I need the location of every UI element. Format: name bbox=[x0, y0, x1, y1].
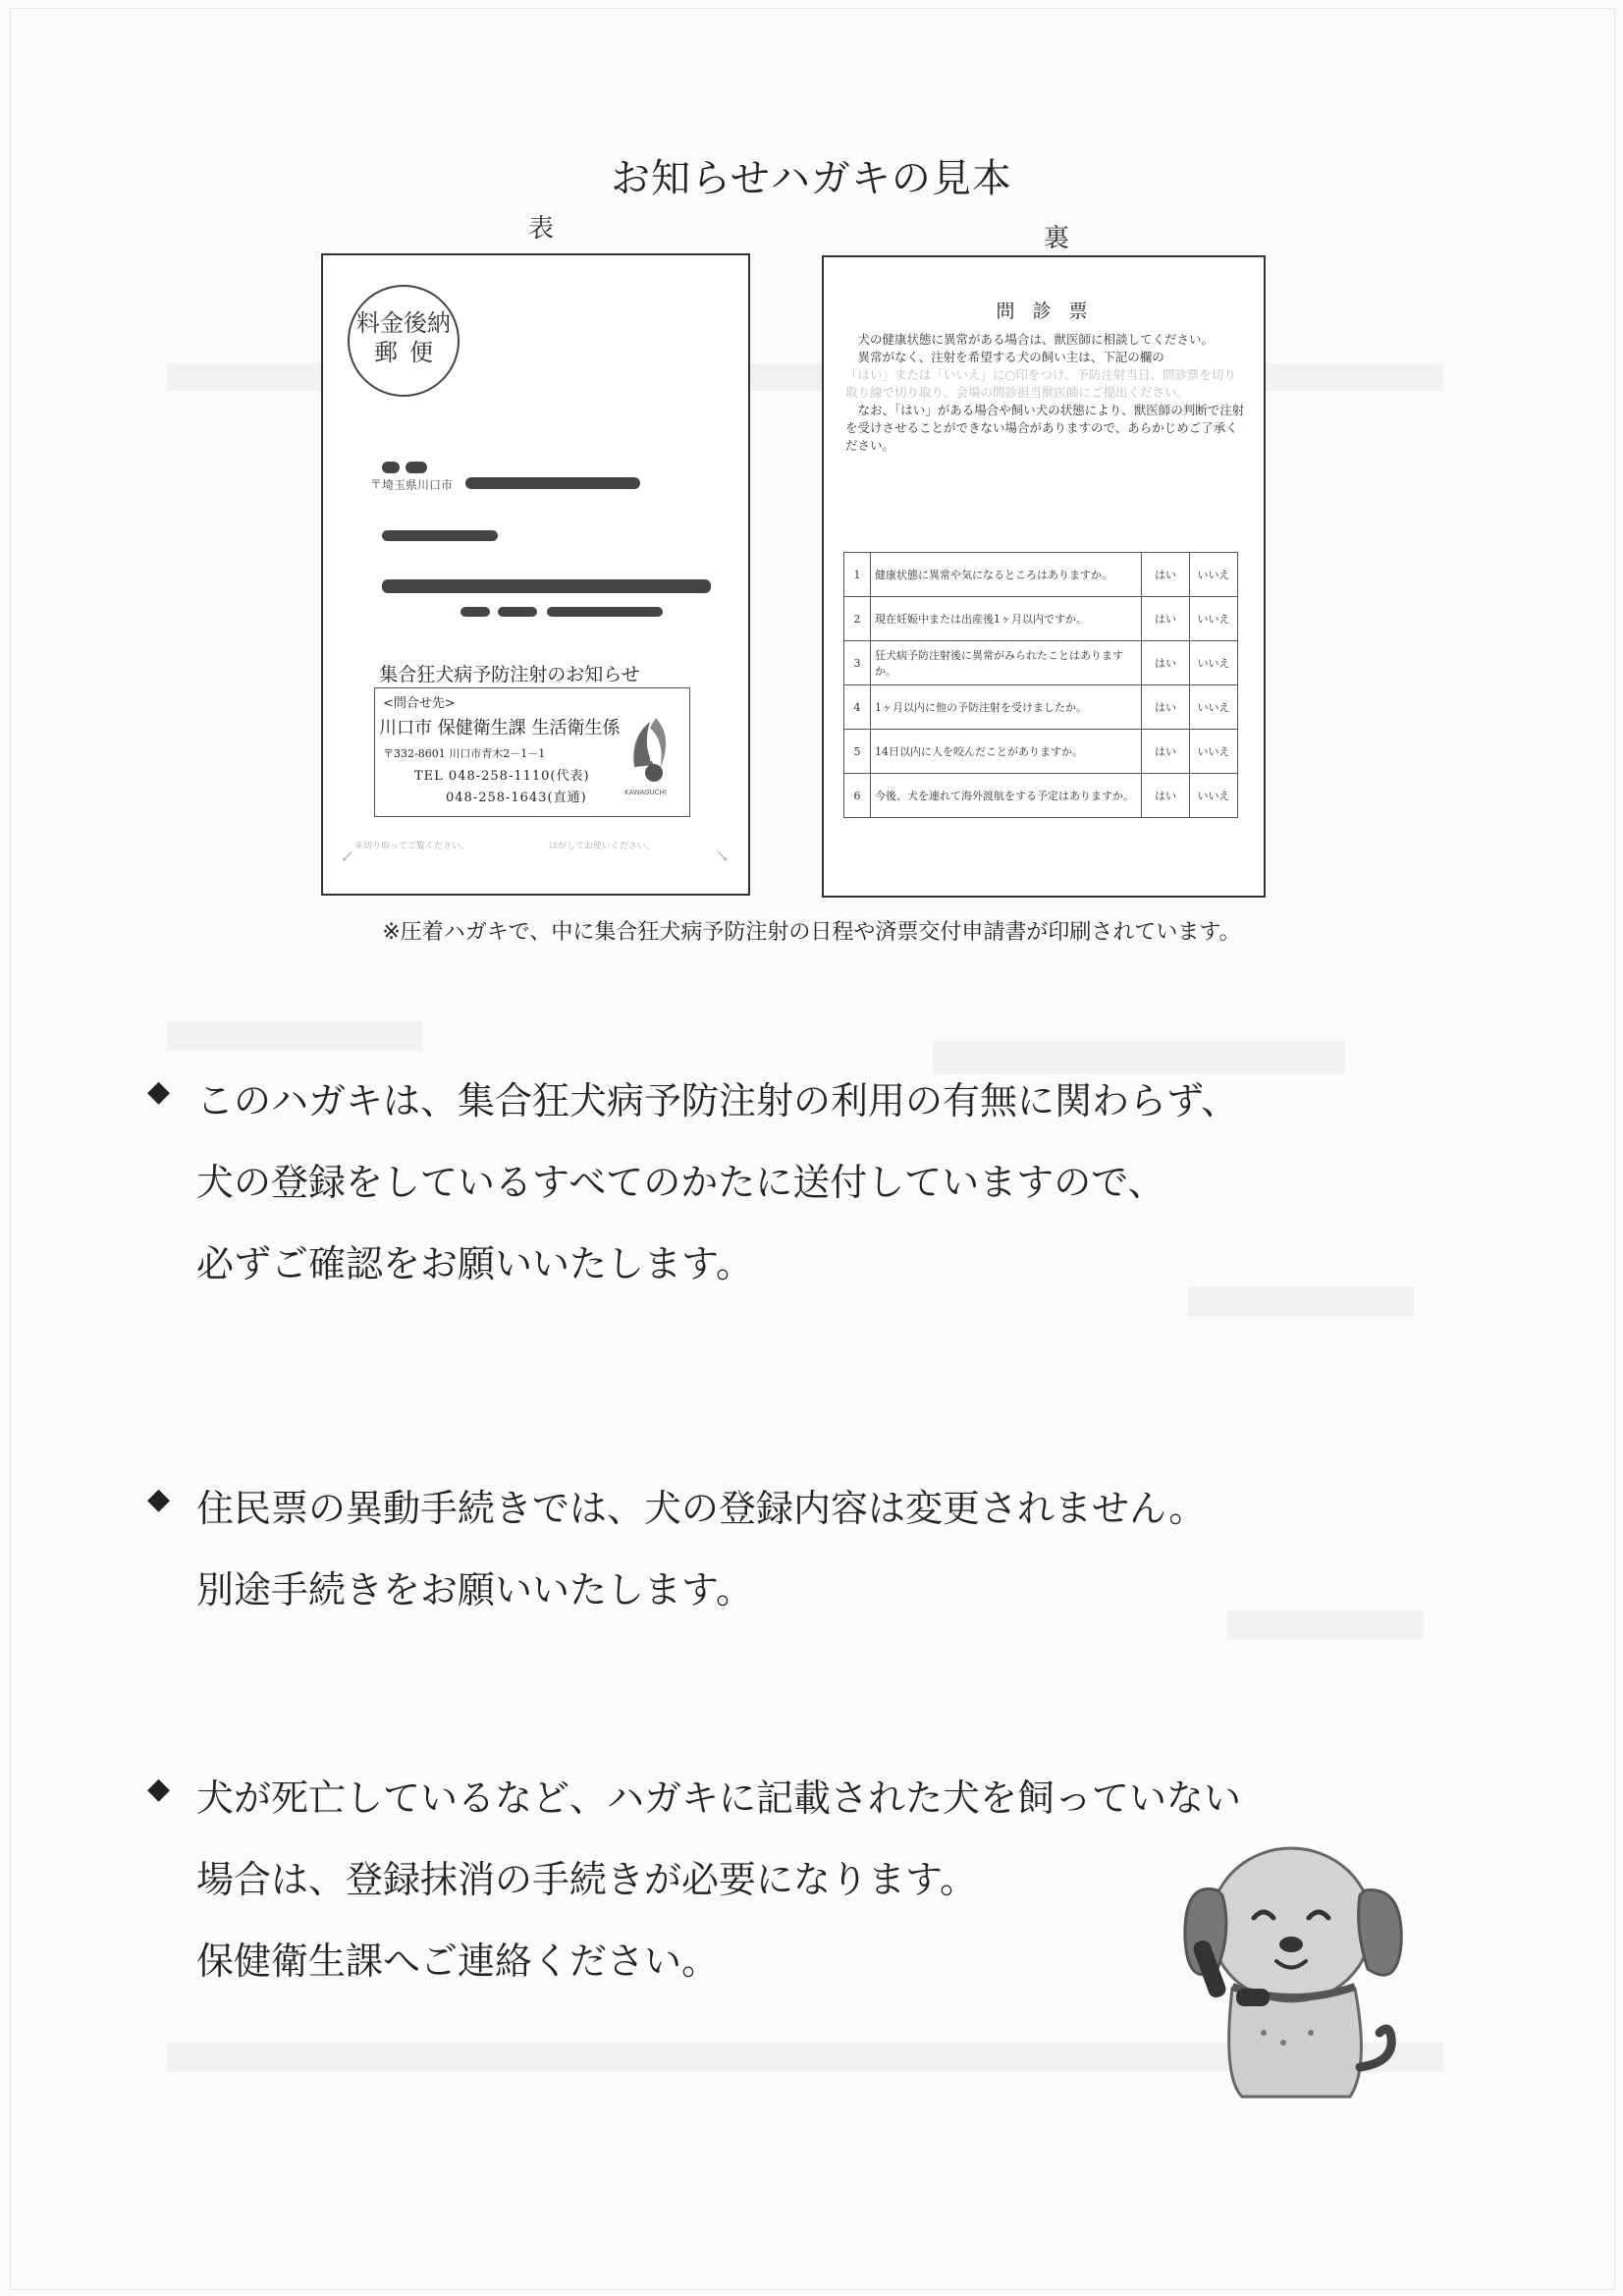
questionnaire-row bbox=[844, 597, 1238, 641]
contact-heading: <問合せ先> bbox=[383, 696, 456, 711]
question-text: 1ヶ月以内に他の予防注射を受けましたか。 bbox=[871, 685, 1142, 730]
answer-no[interactable]: いいえ bbox=[1190, 685, 1238, 730]
questionnaire-row bbox=[844, 641, 1238, 685]
questionnaire-row bbox=[844, 685, 1238, 730]
redacted-address bbox=[382, 579, 711, 593]
show-through-bar bbox=[167, 1021, 422, 1051]
answer-no[interactable]: いいえ bbox=[1190, 553, 1238, 597]
answer-no[interactable]: いいえ bbox=[1190, 641, 1238, 685]
bullet-text-line: 保健衛生課へご連絡ください。 bbox=[196, 1940, 720, 1983]
questionnaire-table bbox=[843, 552, 1238, 818]
bullet-text-line: 犬の登録をしているすべてのかたに送付していますので、 bbox=[196, 1161, 1165, 1204]
questionnaire-title: 問 診 票 bbox=[996, 301, 1094, 322]
footnote: ※圧着ハガキで、中に集合狂犬病予防注射の日程や済票交付申請書が印刷されています。 bbox=[382, 920, 1241, 945]
bullet-text-line: このハガキは、集合狂犬病予防注射の利用の有無に関わらず、 bbox=[196, 1079, 1238, 1122]
question-text: 狂犬病予防注射後に異常がみられたことはありますか。 bbox=[871, 641, 1142, 685]
stamp-line-1: 料金後納 bbox=[356, 309, 451, 337]
questionnaire-intro bbox=[845, 331, 1248, 455]
address-city: 埼玉県川口市 bbox=[382, 478, 454, 492]
faint-note-left: ※切り取ってご覧ください。 bbox=[354, 842, 470, 851]
bullet-diamond-icon: ◆ bbox=[147, 1074, 171, 1109]
questionnaire-row bbox=[844, 730, 1238, 774]
bullet-text-line: 必ずご確認をお願いいたします。 bbox=[196, 1242, 753, 1285]
intro-text-faint: 「はい」または「いいえ」に○印をつけ、予防注射当日、問診票を切り取り線で切り取り、会場の問診担当獣医師にご提出ください。 bbox=[845, 367, 1236, 400]
arrow-left-icon: ↙ bbox=[341, 847, 354, 865]
postcard-back bbox=[822, 255, 1266, 898]
question-text: 今後、犬を連れて海外渡航をする予定はありますか。 bbox=[871, 774, 1142, 818]
postcard-front bbox=[321, 253, 750, 896]
faint-note-right: はがしてお使いください。 bbox=[549, 842, 656, 851]
front-label: 表 bbox=[528, 214, 555, 244]
intro-text-3: なお、「はい」がある場合や飼い犬の状態により、獣医師の判断で注射を受けさせることができない場合がありますので、あらかじめご了承ください。 bbox=[845, 403, 1245, 453]
redacted-address bbox=[460, 607, 490, 617]
answer-no[interactable]: いいえ bbox=[1190, 730, 1238, 774]
answer-yes[interactable]: はい bbox=[1142, 641, 1190, 685]
question-number: 5 bbox=[844, 730, 871, 774]
questionnaire-row bbox=[844, 553, 1238, 597]
intro-text-2: 異常がなく、注射を希望する犬の飼い主は、下記の欄の bbox=[857, 350, 1164, 364]
redacted-address bbox=[547, 607, 663, 617]
show-through-bar bbox=[1227, 1611, 1424, 1640]
contact-address: 〒332-8601 川口市青木2－1－1 bbox=[383, 747, 546, 760]
answer-no[interactable]: いいえ bbox=[1190, 597, 1238, 641]
answer-yes[interactable]: はい bbox=[1142, 730, 1190, 774]
redacted-postal-code bbox=[406, 462, 427, 473]
answer-yes[interactable]: はい bbox=[1142, 597, 1190, 641]
dog-phone-illustration bbox=[1163, 1822, 1419, 2106]
postage-paid-stamp bbox=[348, 285, 460, 397]
mascot-text: KAWAGUCHI bbox=[624, 789, 667, 796]
redacted-postal-code bbox=[382, 462, 400, 473]
show-through-bar bbox=[933, 1041, 1345, 1074]
question-number: 2 bbox=[844, 597, 871, 641]
contact-org: 川口市 保健衛生課 生活衛生係 bbox=[379, 718, 621, 738]
question-text: 健康状態に異常や気になるところはありますか。 bbox=[871, 553, 1142, 597]
contact-tel-direct: 048-258-1643(直通) bbox=[446, 791, 587, 805]
notice-title: 集合狂犬病予防注射のお知らせ bbox=[379, 664, 640, 685]
redacted-address bbox=[382, 530, 498, 541]
question-text: 14日以内に人を咬んだことがありますか。 bbox=[871, 730, 1142, 774]
question-number: 6 bbox=[844, 774, 871, 818]
bullet-text-line: 住民票の異動手続きでは、犬の登録内容は変更されません。 bbox=[196, 1487, 1207, 1530]
stamp-line-2: 郵便 bbox=[374, 339, 445, 366]
answer-yes[interactable]: はい bbox=[1142, 774, 1190, 818]
bullet-diamond-icon: ◆ bbox=[147, 1482, 171, 1516]
show-through-bar bbox=[1188, 1286, 1414, 1316]
contact-tel-main: TEL 048-258-1110(代表) bbox=[414, 769, 590, 784]
question-text: 現在妊娠中または出産後1ヶ月以内ですか。 bbox=[871, 597, 1142, 641]
bullet-text-line: 別途手続きをお願いいたします。 bbox=[196, 1568, 753, 1612]
bullet-text-line: 犬が死亡しているなど、ハガキに記載された犬を飼っていない bbox=[196, 1777, 1242, 1820]
arrow-right-icon: ↘ bbox=[716, 847, 730, 865]
answer-yes[interactable]: はい bbox=[1142, 553, 1190, 597]
back-label: 裏 bbox=[1044, 224, 1070, 253]
page-title: お知らせハガキの見本 bbox=[611, 156, 1012, 201]
city-mascot-logo bbox=[621, 708, 679, 798]
answer-no[interactable]: いいえ bbox=[1190, 774, 1238, 818]
redacted-address bbox=[498, 607, 537, 617]
answer-yes[interactable]: はい bbox=[1142, 685, 1190, 730]
bullet-diamond-icon: ◆ bbox=[147, 1772, 171, 1806]
intro-text-1: 犬の健康状態に異常がある場合は、獣医師に相談してください。 bbox=[857, 332, 1215, 347]
address-prefix: 〒 bbox=[370, 477, 383, 491]
question-number: 1 bbox=[844, 553, 871, 597]
contact-box bbox=[374, 687, 690, 817]
question-number: 4 bbox=[844, 685, 871, 730]
questionnaire-row bbox=[844, 774, 1238, 818]
bullet-text-line: 場合は、登録抹消の手続きが必要になります。 bbox=[196, 1858, 977, 1901]
question-number: 3 bbox=[844, 641, 871, 685]
redacted-address bbox=[465, 477, 640, 489]
